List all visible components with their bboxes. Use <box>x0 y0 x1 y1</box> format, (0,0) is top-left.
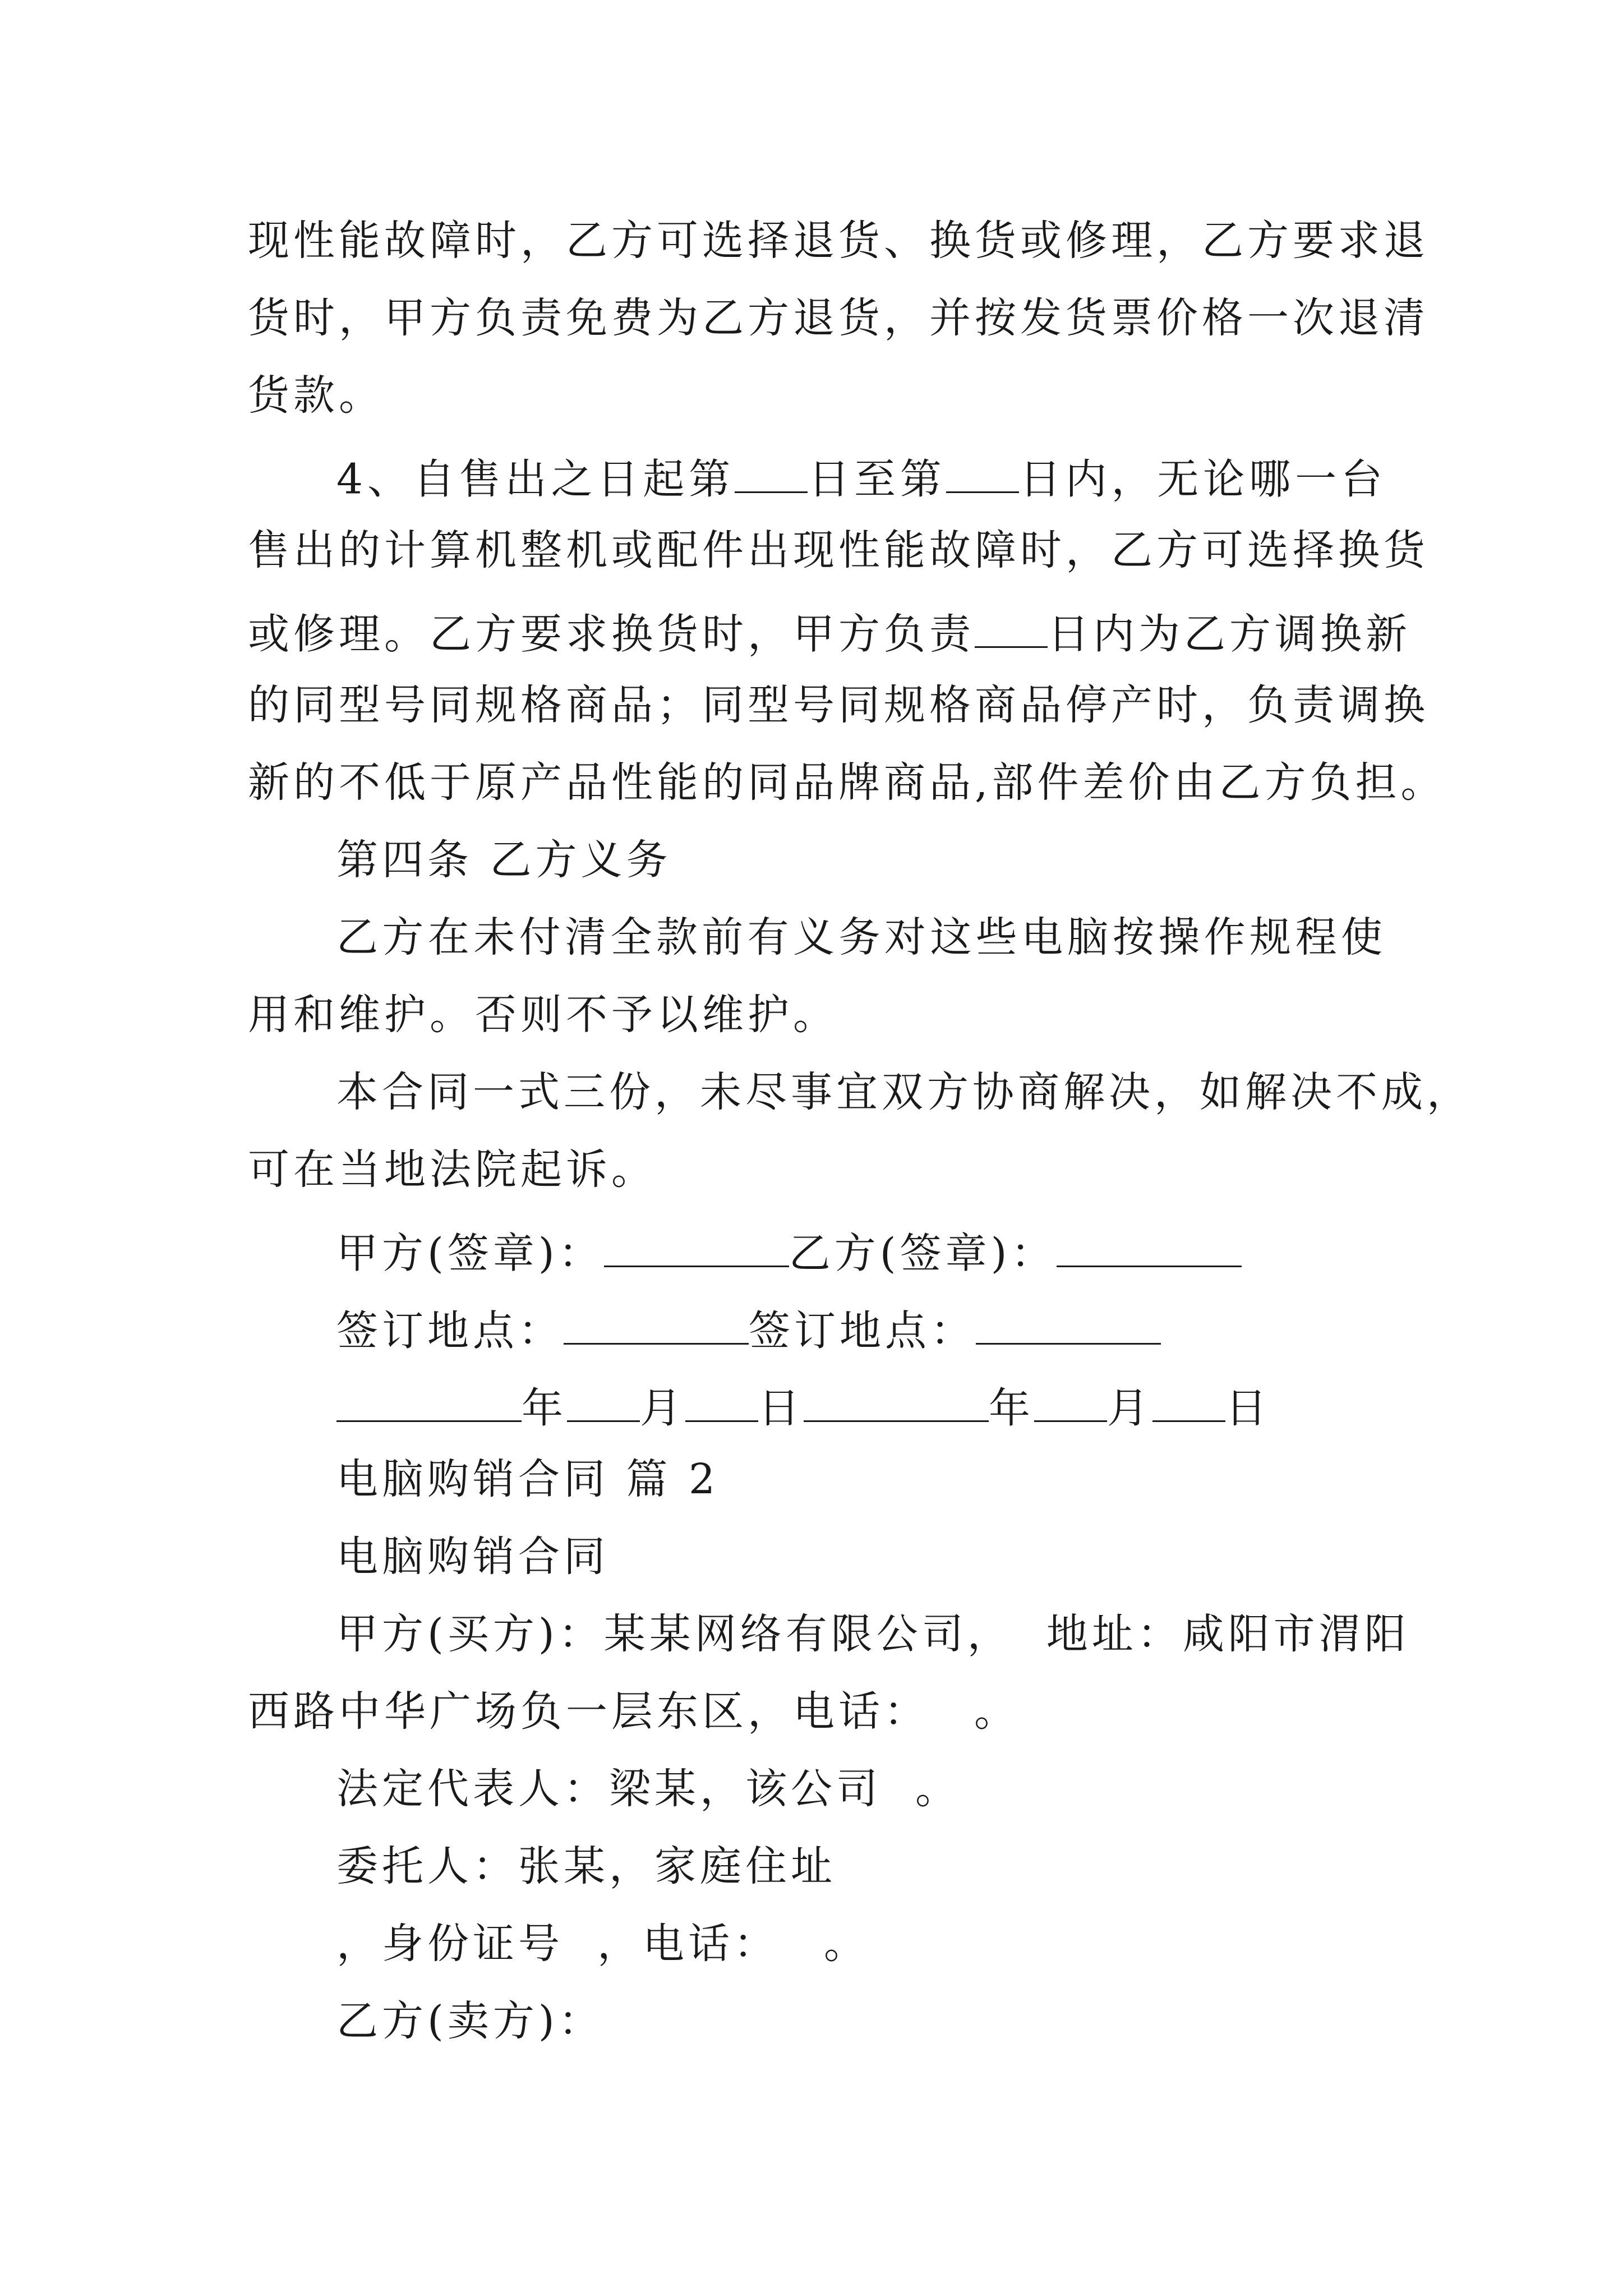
day-label: 日 <box>1225 1384 1271 1433</box>
paragraph-line: 货款。 <box>248 371 384 420</box>
year-label: 年 <box>522 1384 567 1433</box>
paragraph-line: 本合同一式三份，未尽事宜双方协商解决，如解决不成， <box>336 1068 1472 1116</box>
date-line <box>336 1381 1386 1433</box>
legal-rep-line <box>336 1765 1386 1813</box>
paragraph-line: 现性能故障时，乙方可选择退货、换货或修理，乙方要求退 <box>248 217 1429 265</box>
month-label: 月 <box>1107 1384 1152 1433</box>
paragraph-line: 货时，甲方负责免费为乙方退货，并按发货票价格一次退清 <box>248 294 1429 342</box>
buyer-address: 地址：咸阳市渭阳 <box>1046 1610 1410 1658</box>
clause-text: 或修理。乙方要求换货时，甲方负责 <box>248 610 975 659</box>
signature-line <box>336 1226 1386 1278</box>
party-b-seal-label: 乙方(签章)： <box>789 1229 1057 1278</box>
fill-blank <box>946 452 1019 493</box>
clause-text: 日至第 <box>808 455 946 504</box>
year-label: 年 <box>989 1384 1034 1433</box>
day-label: 日 <box>758 1384 804 1433</box>
fill-blank <box>1057 1226 1242 1267</box>
clause-text: 4、自售出之日起第 <box>336 455 735 504</box>
fill-blank <box>685 1381 758 1422</box>
signing-place-label: 签订地点： <box>749 1306 976 1355</box>
seller-line: 乙方(卖方)： <box>336 1997 604 2045</box>
clause-4-line <box>336 452 1386 504</box>
buyer-line <box>336 1610 1410 1658</box>
punctuation: 。 <box>824 1920 869 1968</box>
fill-blank <box>1034 1381 1107 1422</box>
signing-place-line <box>336 1304 1386 1355</box>
paragraph-line: 用和维护。否则不予以维护。 <box>248 991 838 1039</box>
fill-blank <box>564 1304 749 1345</box>
fill-blank <box>804 1381 989 1422</box>
section-title: 电脑购销合同 篇 2 <box>336 1455 720 1503</box>
agent-phone-label: ，电话： <box>597 1920 779 1968</box>
agent-line: 委托人：张某，家庭住址 <box>336 1842 836 1890</box>
month-label: 月 <box>640 1384 685 1433</box>
fill-blank <box>976 1304 1161 1345</box>
paragraph-line: 可在当地法院起诉。 <box>248 1145 657 1194</box>
signing-place-label: 签订地点： <box>336 1306 564 1355</box>
clause-text: 日内，无论哪一台 <box>1018 455 1386 504</box>
id-number-label: ，身份证号 <box>336 1920 564 1968</box>
agent-id-line <box>336 1920 1386 1968</box>
paragraph-line: 乙方在未付清全款前有义务对这些电脑按操作规程使 <box>336 913 1386 961</box>
punctuation: 。 <box>974 1687 1020 1736</box>
fill-blank <box>1152 1381 1225 1422</box>
punctuation: 。 <box>915 1765 961 1813</box>
fill-blank <box>975 607 1048 648</box>
fill-blank <box>604 1226 789 1267</box>
contract-title: 电脑购销合同 <box>336 1533 609 1581</box>
fill-blank <box>567 1381 640 1422</box>
paragraph-line: 售出的计算机整机或配件出现性能故障时，乙方可选择换货 <box>248 526 1429 574</box>
fill-blank <box>336 1381 522 1422</box>
buyer-name: 甲方(买方)：某某网络有限公司， <box>336 1610 1013 1658</box>
paragraph-line: 新的不低于原产品性能的同品牌商品,部件差价由乙方负担。 <box>248 758 1446 807</box>
party-a-seal-label: 甲方(签章)： <box>336 1229 604 1278</box>
buyer-phone-label: 西路中华广场负一层东区，电话： <box>248 1687 929 1736</box>
paragraph-line: 的同型号同规格商品；同型号同规格商品停产时，负责调换 <box>248 681 1429 729</box>
section-heading: 第四条 乙方义务 <box>336 836 672 884</box>
buyer-address-line <box>248 1687 1386 1736</box>
paragraph-line <box>248 607 1411 659</box>
clause-text: 日内为乙方调换新 <box>1048 610 1411 659</box>
legal-rep: 法定代表人：梁某，该公司 <box>336 1765 882 1813</box>
fill-blank <box>735 452 808 493</box>
